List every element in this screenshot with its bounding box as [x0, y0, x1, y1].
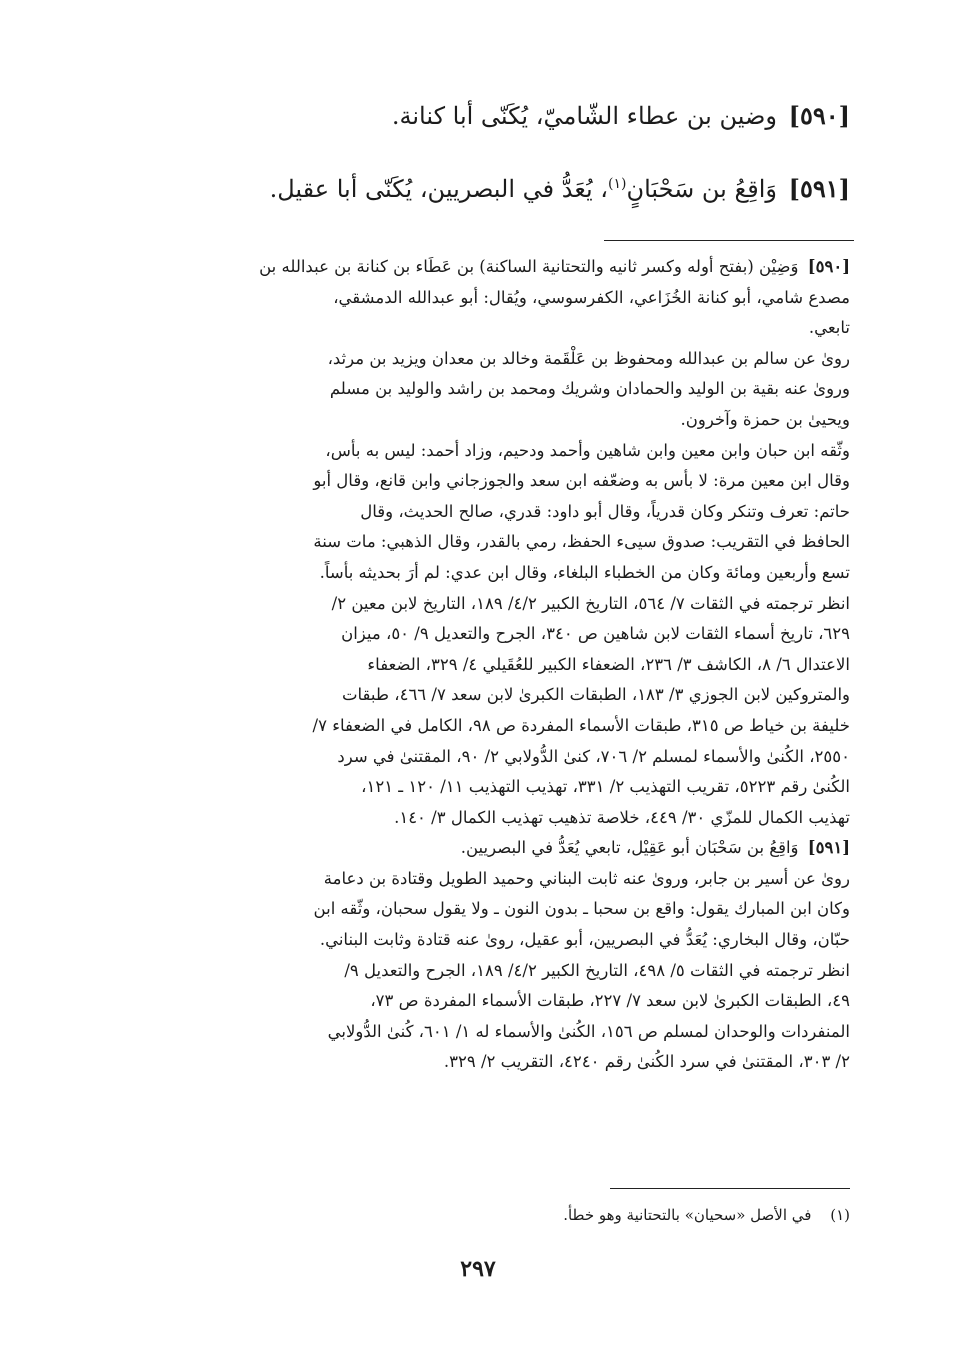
note-590-line: تابعي. [808, 318, 850, 338]
note-591-number: [٥٩١] [807, 838, 850, 858]
entry-591-text-cont: ، يُعَدُّ في البصريين، يُكَنّى أبا عقيل. [269, 175, 608, 203]
note-590-line: روىٰ عن سالم بن عبدالله ومحفوظ بن عَلْقَمة وخالد بن معدان ويزيد بن مرثد، [327, 348, 850, 368]
footnote-text: في الأصل «سحيان» بالتحتانية وهو خطأ. [563, 1206, 812, 1224]
note-590-line: تسع وأربعين ومائة وكان من الخطباء البلغاء، وقال ابن عدي: لم أرَ بحديثه بأساً. [319, 562, 850, 582]
note-590-line: ٢٥٥٠، الكُنىٰ والأسماء لمسلم ٢/ ٧٠٦، كنىٰ الدُّولابي ٢/ ٩٠، المقتنىٰ في سرد [337, 746, 850, 766]
entry-591-number: [٥٩١] [788, 174, 850, 203]
note-590-line: وثّقه ابن حبان وابن معين وابن شاهين وأحمد ودحيم، وزاد أحمد: ليس به بأس، [325, 440, 850, 460]
note-591-line: وكان ابن المبارك يقول: واقع بن سحبا ـ بدون النون ـ ولا يقول سحبان، وثّقه ابن [313, 899, 850, 919]
note-590-line: مصدع شامي، أبو كنانة الخُزَاعي، الكفرسوسي، ويُقال: أبو عبدالله الدمشقي، [333, 287, 850, 307]
note-590-line: [٥٩٠] وَضِيْن (بفتح أوله وكسر ثانيه والتحتانية الساكنة) بن عَطَاء بن كنانة بن عبدالله بن [259, 257, 850, 276]
note-590-line: تهذيب الكمال للمزّي ٣٠/ ٤٤٩، خلاصة تذهيب تهذيب الكمال ٣/ ١٤٠. [394, 807, 850, 827]
note-590-line: الاعتدال ٦/ ٨، الكاشف ٣/ ٢٣٦، الضعفاء الكبير للعُقَيلي ٤/ ٣٢٩، الضعفاء [367, 654, 850, 674]
note-590-line: ٦٢٩، تاريخ أسماء الثقات لابن شاهين ص ٣٤٠، الجرح والتعديل ٩/ ٥٠، ميزان [341, 624, 850, 644]
note-591-line: ٢/ ٣٠٣، المقتنىٰ في سرد الكُنىٰ رقم ٤٢٤٠، التقريب ٢/ ٣٢٩. [443, 1052, 850, 1072]
note-590-number: [٥٩٠] [807, 257, 850, 276]
footnote-number: (١) [830, 1206, 850, 1224]
footnote-divider [610, 1188, 850, 1189]
entry-591 [110, 168, 850, 205]
note-590-line: الحافظ في التقريب: صدوق سيىء الحفظ، رمي بالقدر، وقال الذهبي: مات سنة [313, 532, 850, 552]
note-590-line: والمتروكين لابن الجوزي ٣/ ١٨٣، الطبقات الكبرىٰ لابن سعد ٧/ ٤٦٦، طبقات [341, 685, 850, 705]
note-590-line: الكُنىٰ رقم ٥٢٢٣، تقريب التهذيب ٢/ ٣٣١، تهذيب التهذيب ١١/ ١٢٠ ـ ١٢١، [361, 777, 850, 797]
note-591-line: روىٰ عن أسير بن جابر، وروىٰ عنه ثابت البناني وحميد الطويل وقتادة بن دعامة [323, 868, 850, 888]
notes-divider [604, 240, 854, 241]
note-590-line: وقال ابن معين مرة: لا بأس به وضعّفه ابن سعد والجوزجاني وابن قانع، وقال أبو [313, 471, 850, 491]
note-590-line: ويحيىٰ بن حمزة وآخرون. [680, 409, 850, 429]
note-591-line: حبّان، وقال البخاري: يُعَدُّ في البصريين، أبو عقيل، روىٰ عنه قتادة وثابت البناني. [319, 930, 850, 950]
note-591-line: المنفردات والوحدان لمسلم ص ١٥٦، الكُنىٰ والأسماء له ١/ ٦٠١، كُنىٰ الدُّولابي [327, 1021, 850, 1041]
note-591-line: [٥٩١] وَاقِعُ بن سَحْبَان أبو عَقِيْل، تابعي يُعَدُّ في البصريين. [460, 838, 850, 858]
footnote-marker: (١) [608, 176, 627, 192]
note-591-line: ٤٩، الطبقات الكبرىٰ لابن سعد ٧/ ٢٢٧، طبقات الأسماء المفردة ص ٧٣، [370, 991, 850, 1011]
entry-590-text: وضين بن عطاء الشّاميّ، يُكَنّى أبا كنانة. [391, 102, 777, 130]
entry-590-number: [٥٩٠] [788, 101, 850, 130]
note-590-line: حاتم: تعرف وتنكر وكان قدرياً، وقال أبو داود: قدري، صالح الحديث، وقال [360, 501, 850, 521]
entry-590 [110, 100, 850, 132]
note-590-line: خليفة بن خياط ص ٣١٥، طبقات الأسماء المفردة ص ٩٨، الكامل في الضعفاء ٧/ [312, 715, 850, 735]
page-number: ٢٩٧ [460, 1256, 496, 1282]
note-591-line: انظر ترجمته في الثقات ٥/ ٤٩٨، التاريخ الكبير ٤/٢/ ١٨٩، الجرح والتعديل ٩/ [344, 960, 850, 980]
note-590-line: وروىٰ عنه بقية بن الوليد والحمادان وشريك ومحمد بن راشد والوليد بن مسلم [329, 379, 850, 399]
note-590-line: انظر ترجمته في الثقات ٧/ ٥٦٤، التاريخ الكبير ٤/٢/ ١٨٩، التاريخ لابن معين ٢/ [331, 593, 850, 613]
entry-591-text: وَاقِعُ بن سَحْبَانٍ [626, 175, 777, 203]
footnote [110, 1202, 850, 1228]
editor-notes [105, 252, 850, 1078]
